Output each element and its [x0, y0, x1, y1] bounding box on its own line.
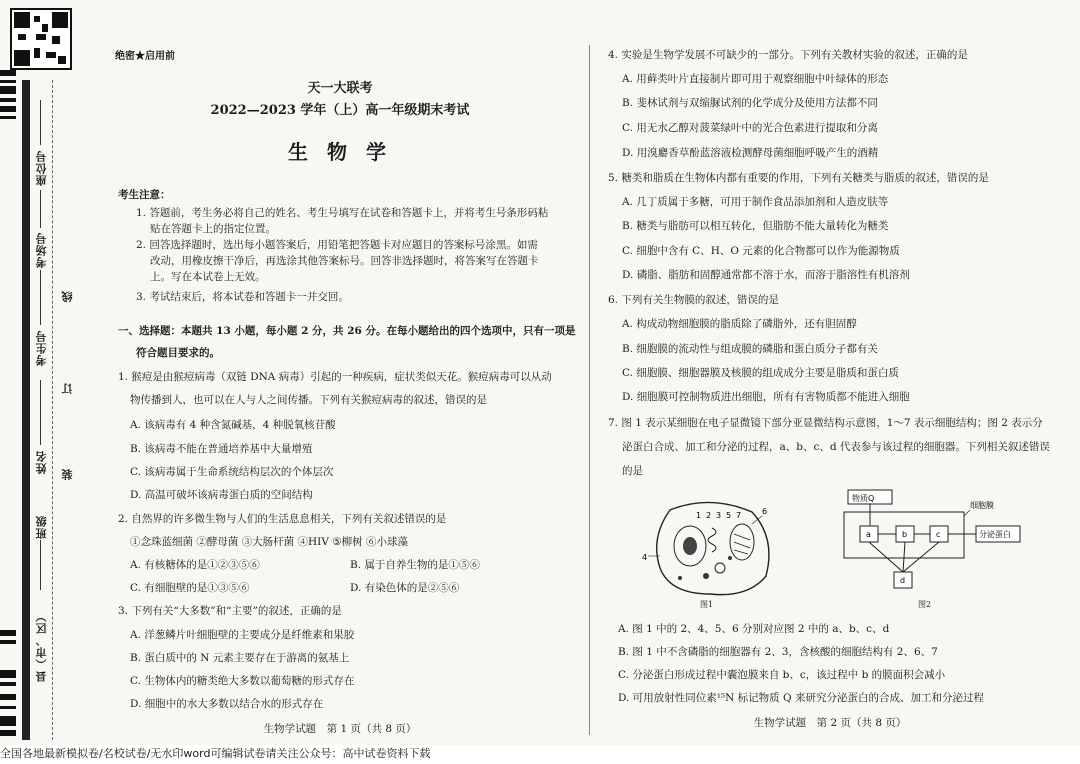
notice-2b: 改动，用橡皮擦干净后，再选涂其他答案标号。回答非选择题时，将答案写在答题卡 [150, 255, 539, 267]
fig1-num-1: 1 [696, 511, 702, 520]
subject-title: 生 物 学 [288, 140, 392, 164]
q7-option-d: D. 可用放射性同位素¹⁵N 标记物质 Q 来研究分泌蛋白的合成、加工和分泌过程 [618, 692, 984, 704]
fig2-secreted-protein: 分泌蛋白 [979, 530, 1011, 539]
page-divider [589, 45, 590, 735]
q3-option-a: A. 洋葱鳞片叶细胞壁的主要成分是纤维素和果胶 [130, 629, 355, 641]
notice-title: 考生注意： [118, 189, 171, 201]
figure-1-cell-diagram [640, 498, 780, 610]
fig1-num-5: 5 [726, 511, 732, 520]
cut-mark-line: 线 [61, 290, 74, 302]
notice-1b: 贴在答题卡上的指定位置。 [150, 223, 276, 235]
q4-option-c: C. 用无水乙醇对菠菜绿叶中的光合色素进行提取和分离 [622, 122, 878, 134]
fig2-a: a [866, 530, 871, 539]
field-student-no: 考生号 [35, 330, 48, 366]
figure-2-process-diagram [830, 488, 1030, 606]
section-1-title: 一、选择题：本题共 13 小题，每小题 2 分，共 26 分。在每小题给出的四个选项中，只有一项是 [118, 325, 576, 337]
figure-1-label: 图1 [700, 600, 714, 609]
binding-bar [22, 80, 30, 740]
notice-2: 2. 回答选择题时，选出每小题答案后，用铅笔把答题卡对应题目的答案标号涂黑。如需 [136, 239, 538, 251]
q6-stem: 6. 下列有关生物膜的叙述，错误的是 [608, 294, 779, 306]
q3-option-c: C. 生物体内的糖类绝大多数以葡萄糖的形式存在 [130, 675, 355, 687]
field-room: 考场号 [35, 232, 48, 268]
q7-stem-c: 的是 [622, 465, 643, 477]
fig1-num-2: 2 [706, 511, 712, 520]
q7-option-a: A. 图 1 中的 2、4、5、6 分别对应图 2 中的 a、b、c、d [618, 623, 890, 635]
q1-option-a: A. 该病毒有 4 种含氮碱基，4 种脱氧核苷酸 [130, 419, 336, 431]
field-seat: 座位号 [35, 150, 48, 186]
q6-option-a: A. 构成动物细胞膜的脂质除了磷脂外，还有胆固醇 [622, 318, 857, 330]
q4-option-b: B. 斐林试剂与双缩脲试剂的化学成分及使用方法都不同 [622, 97, 878, 109]
fig2-substance-q: 物质Q [852, 494, 875, 503]
binding-strip [0, 0, 92, 745]
q7-stem: 7. 图 1 表示某细胞在电子显微镜下部分亚显微结构示意图，1～7 表示细胞结构；图 2 表示分 [608, 417, 1043, 429]
q7-option-b: B. 图 1 中不含磷脂的细胞器有 2、3，含核酸的细胞结构有 2、6、7 [618, 646, 938, 658]
q5-option-b: B. 糖类与脂肪可以相互转化，但脂肪不能大量转化为糖类 [622, 220, 889, 232]
q3-option-b: B. 蛋白质中的 N 元素主要存在于游离的氨基上 [130, 652, 350, 664]
cut-line [52, 80, 53, 740]
confidential-mark: 绝密★启用前 [115, 51, 175, 62]
cut-mark-pack: 装 [61, 468, 74, 480]
q5-option-a: A. 几丁质属于多糖，可用于制作食品添加剂和人造皮肤等 [622, 196, 889, 208]
q1-stem: 1. 猴痘是由猴痘病毒（双链 DNA 病毒）引起的一种疾病，症状类似天花。猴痘病毒可以从动 [118, 371, 552, 383]
section-1-title-b: 符合题目要求的。 [136, 347, 220, 359]
promo-banner [0, 745, 1080, 764]
fig2-membrane: 细胞膜 [970, 501, 994, 510]
q5-option-c: C. 细胞中含有 C、H、O 元素的化合物都可以作为能源物质 [622, 245, 900, 257]
qr-code-icon [10, 8, 72, 70]
barcode-icon [0, 70, 18, 745]
fig2-b: b [902, 530, 908, 539]
q1-option-b: B. 该病毒不能在普通培养基中大量增殖 [130, 443, 313, 455]
q2-option-c: C. 有细胞壁的是①③⑤⑥ [130, 582, 250, 594]
fig2-c: c [936, 530, 941, 539]
q2-option-d: D. 有染色体的是②⑤⑥ [350, 582, 460, 594]
fig1-num-6: 6 [762, 507, 768, 516]
q2-option-a: A. 有核糖体的是①②③⑤⑥ [130, 559, 260, 571]
q2-list: ①念珠蓝细菌 ②酵母菌 ③大肠杆菌 ④HIV ⑤柳树 ⑥小球藻 [130, 536, 408, 548]
page-1-footer: 生物学试题 第 1 页（共 8 页） [263, 723, 417, 735]
notice-3: 3. 考试结束后，将本试卷和答题卡一并交回。 [136, 291, 349, 303]
fig1-num-7: 7 [736, 511, 742, 520]
q5-option-d: D. 磷脂、脂肪和固醇通常都不溶于水，而溶于脂溶性有机溶剂 [622, 269, 910, 281]
fig2-d: d [900, 576, 906, 585]
q6-option-b: B. 细胞膜的流动性与组成膜的磷脂和蛋白质分子都有关 [622, 343, 878, 355]
q4-stem: 4. 实验是生物学发展不可缺少的一部分。下列有关教材实验的叙述，正确的是 [608, 49, 968, 61]
q5-stem: 5. 糖类和脂质在生物体内都有重要的作用，下列有关糖类与脂质的叙述，错误的是 [608, 172, 989, 184]
q7-stem-b: 泌蛋白合成、加工和分泌的过程，a、b、c、d 代表参与该过程的细胞器。下列相关叙述错误 [622, 441, 1050, 453]
figure-2-label: 图2 [918, 600, 932, 609]
q2-stem: 2. 自然界的许多微生物与人们的生活息息相关，下列有关叙述错误的是 [118, 513, 447, 525]
q4-option-d: D. 用溴麝香草酚蓝溶液检测酵母菌细胞呼吸产生的酒精 [622, 147, 879, 159]
promo-banner-text: 全国各地最新模拟卷/名校试卷/无水印word可编辑试卷请关注公众号：高中试卷资料下载 [0, 747, 431, 760]
field-name: 姓名 [35, 450, 48, 474]
notice-2c: 上。写在本试卷上无效。 [150, 271, 266, 283]
q1-option-c: C. 该病毒属于生命系统结构层次的个体层次 [130, 466, 334, 478]
q7-option-c: C. 分泌蛋白形成过程中囊泡膜来自 b、c，该过程中 b 的膜面积会减小 [618, 669, 946, 681]
q3-stem: 3. 下列有关“大多数”和“主要”的叙述，正确的是 [118, 605, 342, 617]
q1-option-d: D. 高温可破坏该病毒蛋白质的空间结构 [130, 489, 313, 501]
cut-mark-bind: 订 [61, 382, 74, 394]
fig1-num-4: 4 [642, 553, 648, 562]
q6-option-d: D. 细胞膜可控制物质进出细胞，所有有害物质都不能进入细胞 [622, 391, 910, 403]
union-title: 天一大联考 [307, 81, 373, 96]
exam-title: 2022—2023 学年（上）高一年级期末考试 [210, 103, 470, 118]
q6-option-c: C. 细胞膜、细胞器膜及核膜的组成成分主要是脂质和蛋白质 [622, 367, 899, 379]
q2-option-b: B. 属于自养生物的是①⑤⑥ [350, 559, 480, 571]
q1-stem-b: 物传播到人，也可以在人与人之间传播。下列有关猴痘病毒的叙述，错误的是 [130, 394, 487, 406]
q4-option-a: A. 用藓类叶片直接制片即可用于观察细胞中叶绿体的形态 [622, 73, 889, 85]
fig1-num-3: 3 [716, 511, 722, 520]
field-county: 县（市、区） [35, 610, 48, 682]
notice-1: 1. 答题前，考生务必将自己的姓名、考生号填写在试卷和答题卡上，并将考生号条形码粘 [136, 207, 549, 219]
field-class: 班级 [35, 515, 48, 539]
q3-option-d: D. 细胞中的水大多数以结合水的形式存在 [130, 698, 324, 710]
page-2-footer: 生物学试题 第 2 页（共 8 页） [753, 717, 907, 729]
